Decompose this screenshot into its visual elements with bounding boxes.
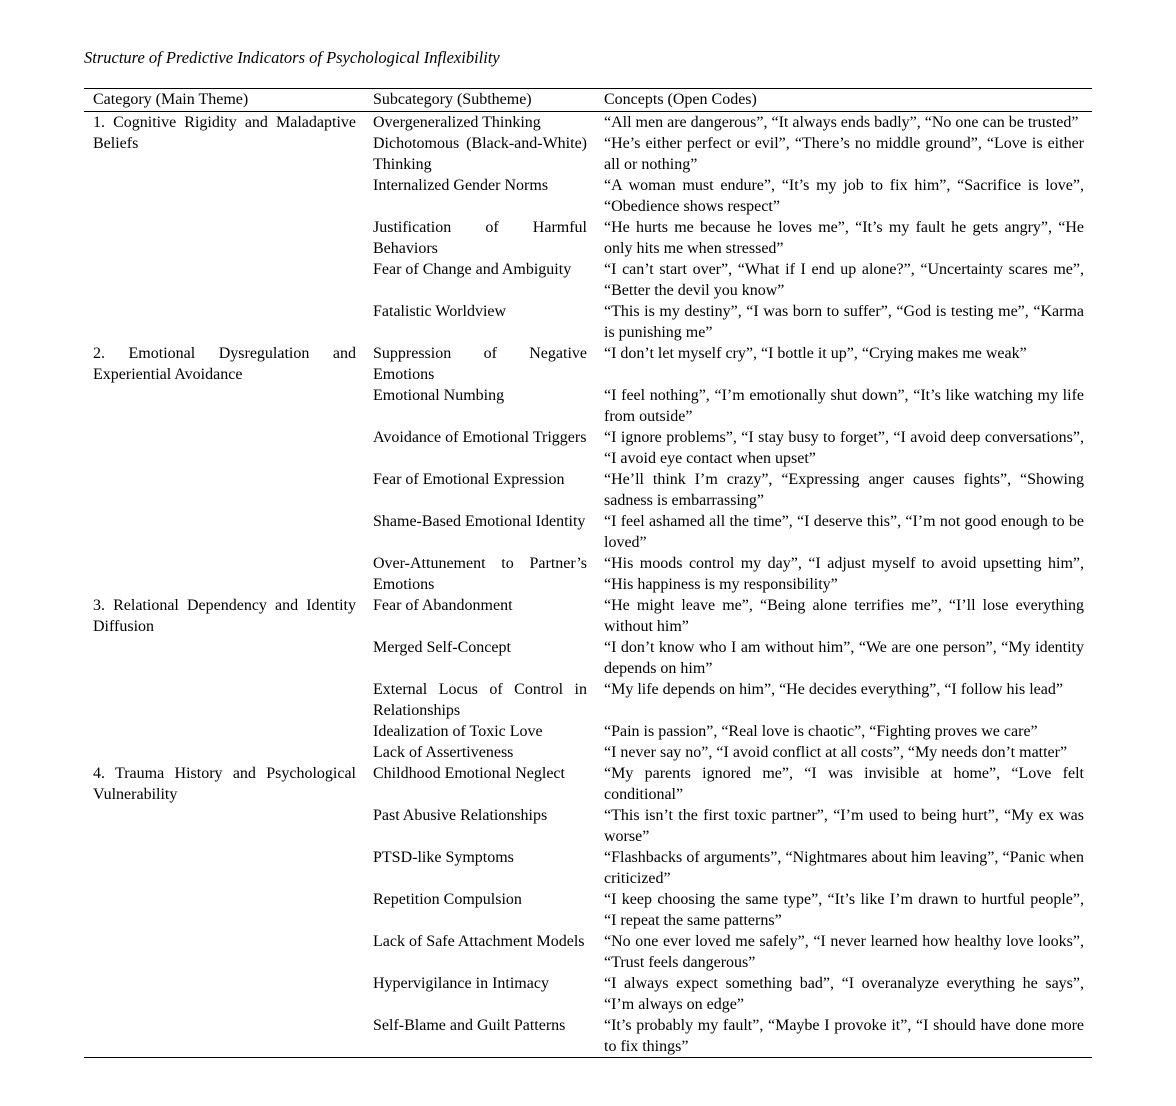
subcategory-cell: Fear of Emotional Expression [373,471,565,488]
subcategory-cell: Emotional Numbing [373,387,505,404]
subcategory-cell: External Locus of Control in Relationships [373,681,587,719]
subcategory-cell: Shame-Based Emotional Identity [373,513,586,530]
concepts-cell: “No one ever loved me safely”, “I never learned how healthy love looks”, “Trust feels dangerous” [604,933,1084,971]
concepts-cell: “He hurts me because he loves me”, “It’s my fault he gets angry”, “He only hits me when stressed” [604,219,1084,257]
subcategory-cell: Overgeneralized Thinking [373,114,541,131]
concepts-cell: “He’ll think I’m crazy”, “Expressing anger causes fights”, “Showing sadness is embarrassing” [604,471,1084,509]
subcategory-cell: Justification of Harmful Behaviors [373,219,587,257]
concepts-cell: “This is my destiny”, “I was born to suffer”, “God is testing me”, “Karma is punishing me” [604,303,1084,341]
column-header-concepts: Concepts (Open Codes) [595,89,1092,112]
concepts-cell: “It’s probably my fault”, “Maybe I provoke it”, “I should have done more to fix things” [604,1017,1084,1055]
category-cell: 2. Emotional Dysregulation and Experiential Avoidance [93,345,356,383]
concepts-cell: “I don’t know who I am without him”, “We are one person”, “My identity depends on him” [604,639,1084,677]
table-row [84,763,1092,805]
subcategory-cell: Merged Self-Concept [373,639,511,656]
subcategory-cell: Repetition Compulsion [373,891,522,908]
table-row [84,343,1092,385]
subcategory-cell: Lack of Safe Attachment Models [373,933,585,950]
concepts-cell: “He’s either perfect or evil”, “There’s no middle ground”, “Love is either all or nothing” [604,135,1084,173]
subcategory-cell: Suppression of Negative Emotions [373,345,587,383]
concepts-cell: “I don’t let myself cry”, “I bottle it up”, “Crying makes me weak” [604,345,1027,362]
subcategory-cell: Hypervigilance in Intimacy [373,975,549,992]
subcategory-cell: Lack of Assertiveness [373,744,514,761]
themes-table [84,88,1092,1058]
subcategory-cell: PTSD-like Symptoms [373,849,514,866]
concepts-cell: “I feel ashamed all the time”, “I deserve this”, “I’m not good enough to be loved” [604,513,1084,551]
subcategory-cell: Idealization of Toxic Love [373,723,543,740]
concepts-cell: “This isn’t the first toxic partner”, “I’m used to being hurt”, “My ex was worse” [604,807,1084,845]
concepts-cell: “I keep choosing the same type”, “It’s like I’m drawn to hurtful people”, “I repeat the same patterns” [604,891,1084,929]
category-cell: 1. Cognitive Rigidity and Maladaptive Beliefs [93,114,356,152]
concepts-cell: “I always expect something bad”, “I overanalyze everything he says”, “I’m always on edge” [604,975,1084,1013]
subcategory-cell: Over-Attunement to Partner’s Emotions [373,555,587,593]
subcategory-cell: Avoidance of Emotional Triggers [373,429,587,446]
table-row [84,595,1092,637]
concepts-cell: “Flashbacks of arguments”, “Nightmares about him leaving”, “Panic when criticized” [604,849,1084,887]
concepts-cell: “He might leave me”, “Being alone terrifies me”, “I’ll lose everything without him” [604,597,1084,635]
table-body [84,112,1092,1058]
subcategory-cell: Self-Blame and Guilt Patterns [373,1017,566,1034]
concepts-cell: “I never say no”, “I avoid conflict at all costs”, “My needs don’t matter” [604,744,1068,761]
category-cell: 3. Relational Dependency and Identity Diffusion [93,597,356,635]
table-header [84,89,1092,112]
table-title: Structure of Predictive Indicators of Psychological Inflexibility [84,48,500,67]
table-row [84,112,1092,134]
concepts-cell: “My parents ignored me”, “I was invisible at home”, “Love felt conditional” [604,765,1084,803]
concepts-cell: “I feel nothing”, “I’m emotionally shut down”, “It’s like watching my life from outside” [604,387,1084,425]
subcategory-cell: Childhood Emotional Neglect [373,765,565,782]
subcategory-cell: Fatalistic Worldview [373,303,507,320]
concepts-cell: “I ignore problems”, “I stay busy to forget”, “I avoid deep conversations”, “I avoid eye contact when upset” [604,429,1084,467]
concepts-cell: “All men are dangerous”, “It always ends badly”, “No one can be trusted” [604,114,1079,131]
subcategory-cell: Fear of Change and Ambiguity [373,261,572,278]
concepts-cell: “I can’t start over”, “What if I end up alone?”, “Uncertainty scares me”, “Better the devil you know” [604,261,1084,299]
header-row [84,89,1092,112]
concepts-cell: “A woman must endure”, “It’s my job to fix him”, “Sacrifice is love”, “Obedience shows respect” [604,177,1084,215]
concepts-cell: “My life depends on him”, “He decides everything”, “I follow his lead” [604,681,1063,698]
category-cell: 4. Trauma History and Psychological Vulnerability [93,765,356,803]
concepts-cell: “His moods control my day”, “I adjust myself to avoid upsetting him”, “His happiness is my responsibility” [604,555,1084,593]
column-header-category: Category (Main Theme) [84,89,364,112]
concepts-cell: “Pain is passion”, “Real love is chaotic”, “Fighting proves we care” [604,723,1038,740]
subcategory-cell: Dichotomous (Black-and-White) Thinking [373,135,587,173]
subcategory-cell: Internalized Gender Norms [373,177,549,194]
subcategory-cell: Fear of Abandonment [373,597,513,614]
subcategory-cell: Past Abusive Relationships [373,807,548,824]
column-header-subcategory: Subcategory (Subtheme) [364,89,595,112]
